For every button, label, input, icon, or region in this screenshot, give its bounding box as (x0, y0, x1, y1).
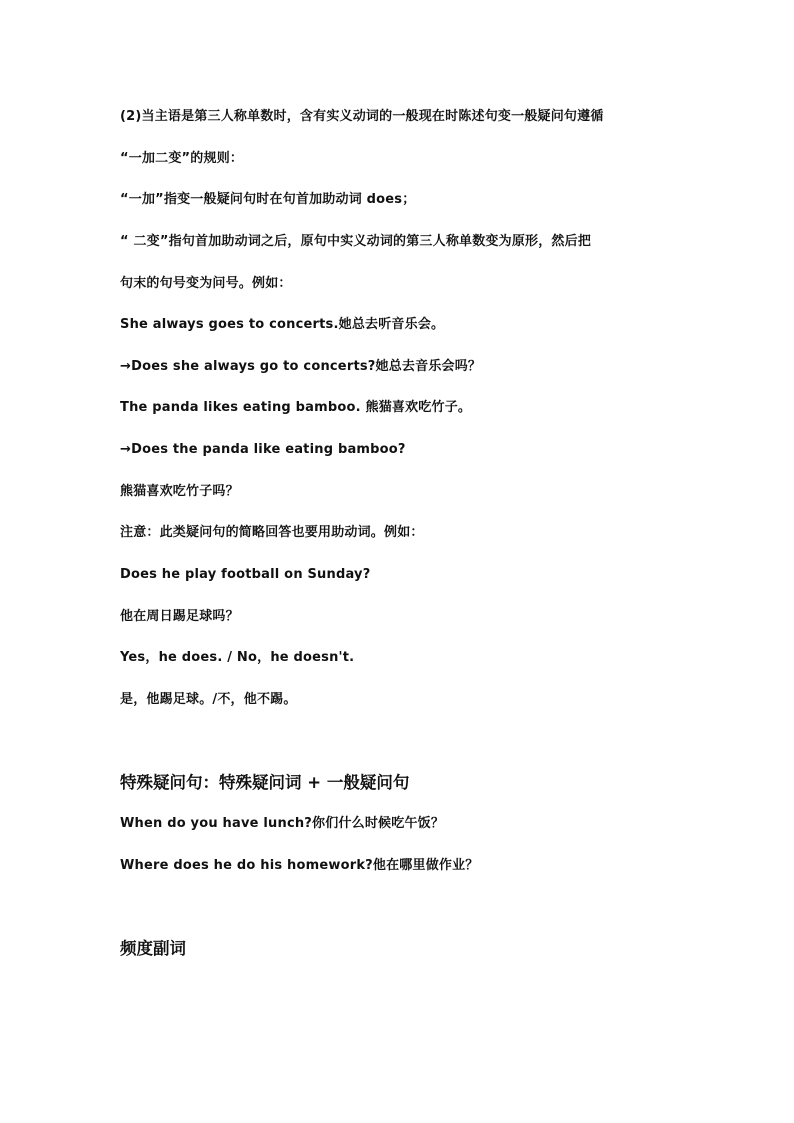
example-question: →Does the panda like eating bamboo? (120, 442, 406, 457)
example-answer: Yes，he does. / No，he doesn't. (120, 650, 355, 665)
section-heading-frequency-adverbs: 频度副词 (120, 939, 186, 958)
example-sentence: Where does he do his homework?他在哪里做作业？ (120, 858, 479, 873)
note-line: 注意：此类疑问句的简略回答也要用助动词。例如： (120, 525, 424, 540)
paragraph-line: “ 二变”指句首加助动词之后，原句中实义动词的第三人称单数变为原形，然后把 (120, 234, 592, 249)
example-question: →Does she always go to concerts?她总去音乐会吗？ (120, 359, 482, 374)
paragraph-line: 句末的句号变为问号。例如： (120, 276, 292, 291)
paragraph-line: (2)当主语是第三人称单数时，含有实义动词的一般现在时陈述句变一般疑问句遵循 (120, 109, 604, 124)
section-heading-special-questions: 特殊疑问句：特殊疑问词 + 一般疑问句 (120, 773, 410, 792)
example-sentence: She always goes to concerts.她总去听音乐会。 (120, 317, 445, 332)
example-translation: 是，他踢足球。/不，他不踢。 (120, 692, 297, 707)
example-question: Does he play football on Sunday? (120, 567, 371, 582)
paragraph-line: “一加”指变一般疑问句时在句首加助动词 does； (120, 192, 416, 207)
example-translation: 他在周日踢足球吗？ (120, 609, 239, 624)
example-translation: 熊猫喜欢吃竹子吗？ (120, 484, 239, 499)
paragraph-line: “一加二变”的规则： (120, 151, 244, 166)
example-sentence: When do you have lunch?你们什么时候吃午饭？ (120, 816, 445, 831)
example-sentence: The panda likes eating bamboo. 熊猫喜欢吃竹子。 (120, 400, 472, 415)
